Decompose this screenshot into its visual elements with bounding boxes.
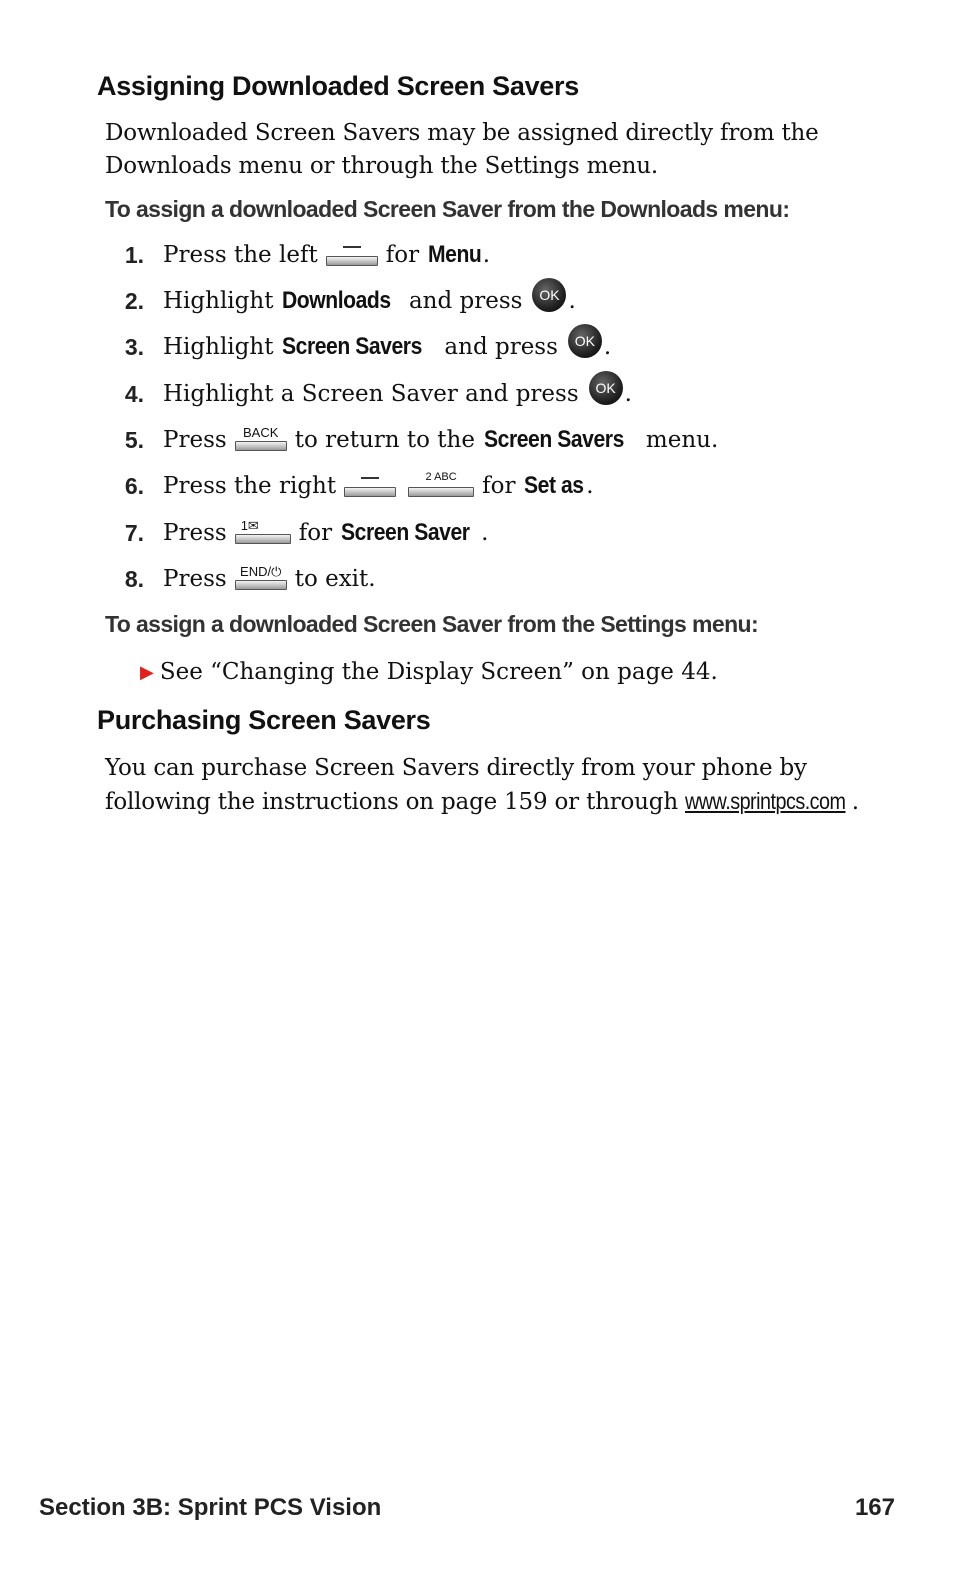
- step-text: and press: [408, 288, 523, 314]
- step-text: for: [482, 473, 516, 499]
- step-end: .: [603, 334, 612, 360]
- sprintpcs-link[interactable]: www.sprintpcs.com: [685, 788, 846, 814]
- ok-key-icon: OK: [532, 278, 566, 312]
- back-key-icon: BACK: [235, 427, 287, 453]
- downloads-keyword: Downloads: [282, 287, 392, 314]
- step-text: Press the left: [163, 242, 318, 268]
- purchasing-line-end: .: [851, 789, 859, 815]
- step-number: 7.: [124, 519, 144, 546]
- step-text: for: [385, 242, 420, 268]
- step-number: 2.: [124, 287, 144, 314]
- step-end: .: [586, 473, 594, 499]
- screen-savers-keyword: Screen Savers: [282, 333, 423, 360]
- step-end: .: [624, 381, 632, 407]
- step-number: 5.: [124, 426, 144, 453]
- step-text: Highlight: [163, 334, 274, 360]
- step-text: Highlight a Screen Saver and press: [163, 381, 579, 407]
- step-text: Highlight: [163, 288, 274, 314]
- intro-line-2: Downloads menu or through the Settings menu.: [105, 153, 659, 179]
- bullet-item: [140, 655, 718, 689]
- step-number: 4.: [124, 380, 144, 407]
- intro-line-1: Downloaded Screen Savers may be assigned directly from the: [105, 120, 819, 146]
- step-number: 8.: [124, 565, 144, 592]
- right-softkey-icon: [344, 473, 396, 499]
- red-triangle-bullet-icon: ▶: [140, 661, 154, 683]
- set-as-keyword: Set as: [524, 472, 585, 499]
- step-text: and press: [444, 334, 558, 360]
- left-softkey-icon: [326, 242, 378, 268]
- menu-keyword: Menu: [428, 241, 482, 268]
- subhead-settings-menu: To assign a downloaded Screen Saver from the Settings menu:: [105, 611, 759, 637]
- step-text: Press the right: [163, 473, 337, 499]
- step-text: to return to the: [294, 427, 475, 453]
- step-text: Press: [163, 427, 227, 453]
- section-heading-purchasing: Purchasing Screen Savers: [97, 705, 431, 735]
- purchasing-line-1: You can purchase Screen Savers directly from your phone by: [105, 755, 807, 781]
- step-number: 6.: [124, 472, 144, 499]
- end-power-key-icon: END/⏻: [235, 566, 287, 592]
- two-abc-key-icon: 2 ABC: [408, 473, 474, 499]
- step-end: menu.: [645, 427, 719, 453]
- step-text: for: [298, 520, 333, 546]
- step-text: Press: [163, 566, 227, 592]
- bullet-text: See “Changing the Display Screen” on page 44.: [159, 659, 718, 685]
- step-text: to exit.: [294, 566, 376, 592]
- purchasing-line-2: following the instructions on page 159 or through: [105, 789, 678, 815]
- subhead-downloads-menu: To assign a downloaded Screen Saver from the Downloads menu:: [105, 196, 790, 222]
- ok-key-icon: OK: [589, 371, 623, 405]
- one-key-icon: 1✉: [235, 520, 291, 546]
- screen-savers-keyword: Screen Savers: [483, 426, 624, 453]
- footer-section-label: Section 3B: Sprint PCS Vision: [39, 1494, 382, 1521]
- footer-page-number: 167: [854, 1494, 895, 1521]
- step-text: Press: [163, 520, 227, 546]
- purchasing-paragraph: [105, 752, 925, 819]
- step-number: 1.: [124, 241, 144, 268]
- step-end: .: [568, 288, 576, 314]
- step-end: .: [482, 242, 491, 268]
- ok-key-icon: OK: [568, 324, 602, 358]
- step-end: .: [481, 520, 489, 546]
- screen-saver-keyword: Screen Saver: [341, 519, 470, 546]
- section-heading-assigning: Assigning Downloaded Screen Savers: [97, 71, 579, 101]
- intro-paragraph: [105, 117, 905, 183]
- step-number: 3.: [124, 333, 144, 360]
